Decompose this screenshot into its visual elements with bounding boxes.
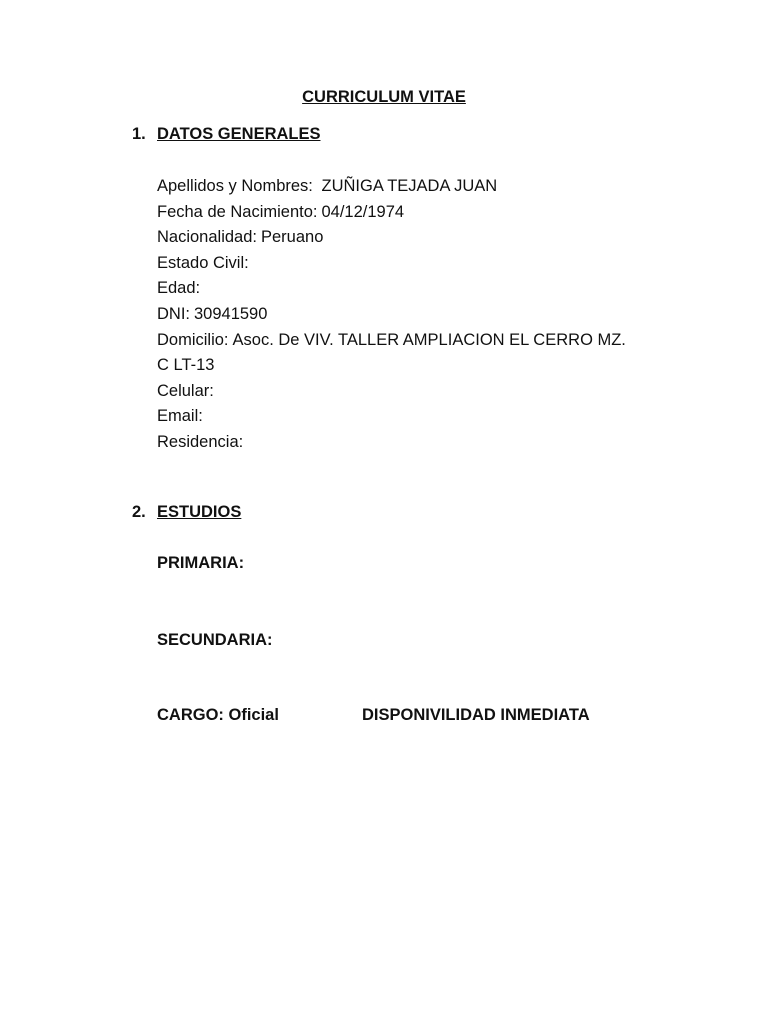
section-number: 1. <box>132 125 146 143</box>
field-fecha-nacimiento <box>157 200 626 226</box>
document-title <box>0 88 768 107</box>
general-data-list <box>157 174 626 456</box>
field-label: Celular: <box>157 381 214 400</box>
section-number: 2. <box>132 503 146 521</box>
field-edad <box>157 276 626 302</box>
field-label: Edad: <box>157 279 201 298</box>
field-value: Asoc. De VIV. TALLER AMPLIACION EL CERRO MZ. <box>232 330 626 349</box>
field-dni <box>157 302 626 328</box>
field-nacionalidad <box>157 225 626 251</box>
section-title: DATOS GENERALES <box>157 125 321 143</box>
secundaria-label: SECUNDARIA: <box>157 631 273 649</box>
field-domicilio-continued <box>157 353 626 379</box>
field-celular <box>157 379 626 405</box>
field-apellidos-nombres <box>157 174 626 200</box>
field-label: Residencia: <box>157 432 244 451</box>
document-title-text: CURRICULUM VITAE <box>302 88 466 106</box>
field-estado-civil <box>157 251 626 277</box>
field-label: Estado Civil: <box>157 253 249 272</box>
field-label: Apellidos y Nombres: <box>157 177 313 195</box>
field-email <box>157 404 626 430</box>
section-heading-estudios <box>132 503 241 522</box>
section-heading-datos-generales <box>132 125 321 144</box>
field-label: Domicilio: <box>157 330 229 349</box>
field-label: Fecha de Nacimiento: <box>157 202 318 221</box>
field-domicilio <box>157 328 626 354</box>
field-value: 04/12/1974 <box>321 202 405 221</box>
availability-label: DISPONIVILIDAD INMEDIATA <box>362 706 590 724</box>
cargo-label: CARGO: Oficial <box>157 706 279 724</box>
field-value: 30941590 <box>194 304 268 323</box>
section-title: ESTUDIOS <box>157 503 242 521</box>
field-label: Email: <box>157 407 203 426</box>
field-value: ZUÑIGA TEJADA JUAN <box>316 177 498 195</box>
field-label: Nacionalidad: <box>157 228 257 247</box>
field-value: C LT-13 <box>157 356 215 375</box>
field-residencia <box>157 430 626 456</box>
primaria-label: PRIMARIA: <box>157 554 245 572</box>
field-label: DNI: <box>157 304 190 323</box>
field-value: Peruano <box>260 228 324 247</box>
